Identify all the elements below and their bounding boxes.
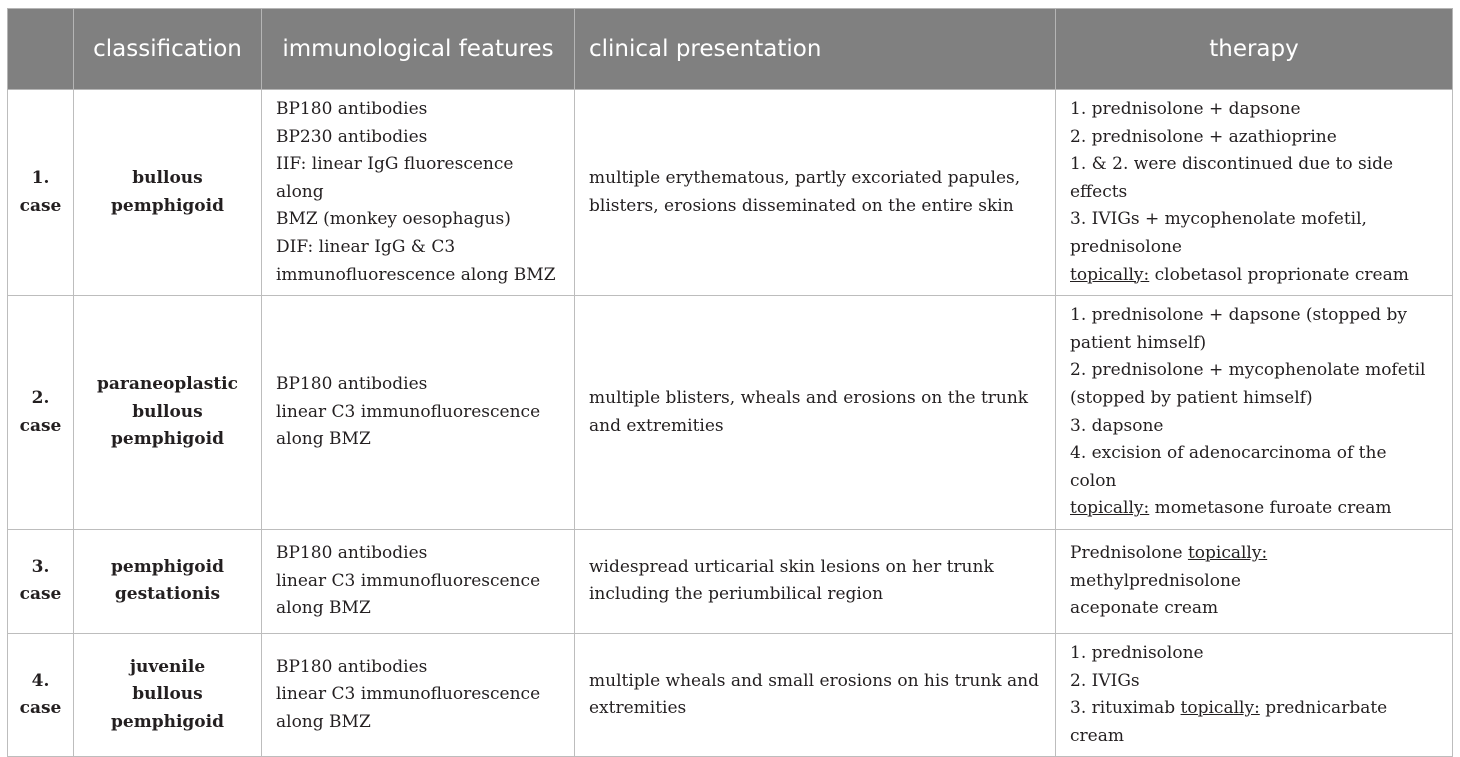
immunological-line: BP180 antibodies	[276, 374, 428, 395]
immunological-line: along BMZ	[276, 598, 371, 619]
topical-text: methylprednisolone	[1070, 543, 1273, 591]
clinical-cell	[575, 296, 1056, 530]
therapy-line: patient himself)	[1070, 332, 1207, 353]
immunological-cell	[262, 296, 575, 530]
classification-line: bullous	[132, 401, 203, 422]
therapy-cell	[1056, 90, 1453, 296]
table-row	[8, 90, 1453, 296]
classification-cell	[74, 633, 262, 756]
therapy-cell	[1056, 529, 1453, 633]
table-row	[8, 296, 1453, 530]
case-word: case	[19, 698, 62, 719]
clinical-cell	[575, 90, 1056, 296]
classification-line: pemphigoid	[111, 711, 224, 732]
topically-label: topically:	[1070, 264, 1150, 285]
classification-line: pemphigoid	[111, 195, 224, 216]
header-immunological-features: immunological features	[262, 9, 575, 90]
immunological-line: BP180 antibodies	[276, 543, 428, 564]
immunological-cell	[262, 90, 575, 296]
therapy-line: 1. & 2. were discontinued due to side effects	[1070, 154, 1399, 202]
classification-cell	[74, 90, 262, 296]
header-clinical-presentation: clinical presentation	[575, 9, 1056, 90]
therapy-topical-line	[1070, 695, 1438, 750]
classification-line: juvenile	[129, 656, 206, 677]
classification-line: pemphigoid	[111, 556, 224, 577]
therapy-line: 1. prednisolone + dapsone	[1070, 99, 1301, 119]
topically-label: topically:	[1070, 498, 1150, 519]
header-row	[8, 9, 1453, 90]
classification-line: bullous	[132, 167, 203, 188]
clinical-line: multiple blisters, wheals and erosions on the trunk	[589, 387, 1029, 408]
therapy-line: prednisolone	[1070, 236, 1182, 257]
header-case	[8, 9, 74, 90]
immunological-line: DIF: linear IgG & C3	[276, 236, 456, 257]
immunological-line: along BMZ	[276, 711, 371, 732]
therapy-line: 3. IVIGs + mycophenolate mofetil,	[1070, 209, 1367, 230]
case-number: 3.	[31, 556, 50, 577]
case-number-cell	[8, 296, 74, 530]
immunological-line: linear C3 immunofluorescence	[276, 401, 541, 422]
classification-line: bullous	[132, 684, 203, 705]
immunological-cell	[262, 633, 575, 756]
therapy-line: 1. prednisolone	[1070, 642, 1204, 663]
case-number: 1.	[31, 167, 50, 188]
case-number-cell	[8, 90, 74, 296]
therapy-topical-line	[1070, 262, 1438, 290]
immunological-line: linear C3 immunofluorescence	[276, 684, 541, 705]
classification-cell	[74, 529, 262, 633]
therapy-prefix: 3. rituximab	[1070, 698, 1181, 719]
case-word: case	[19, 195, 62, 216]
therapy-line: aceponate cream	[1070, 598, 1219, 619]
therapy-topical-line	[1070, 540, 1438, 595]
therapy-line: 3. dapsone	[1070, 415, 1164, 436]
therapy-line: 2. prednisolone + azathioprine	[1070, 126, 1337, 147]
therapy-line: (stopped by patient himself)	[1070, 387, 1313, 408]
therapy-prefix: Prednisolone	[1070, 543, 1188, 564]
therapy-line: 4. excision of adenocarcinoma of the colon	[1070, 443, 1392, 491]
therapy-line: 1. prednisolone + dapsone (stopped by	[1070, 305, 1407, 326]
header-therapy: therapy	[1056, 9, 1453, 90]
classification-cell	[74, 296, 262, 530]
case-table	[7, 8, 1453, 757]
therapy-cell	[1056, 296, 1453, 530]
clinical-cell	[575, 529, 1056, 633]
immunological-line: BMZ (monkey oesophagus)	[276, 209, 511, 230]
immunological-line: BP180 antibodies	[276, 656, 428, 677]
clinical-line: blisters, erosions disseminated on the entire skin	[589, 195, 1014, 216]
table-row	[8, 633, 1453, 756]
case-number-cell	[8, 529, 74, 633]
therapy-topical-line	[1070, 495, 1438, 523]
case-word: case	[19, 584, 62, 605]
topical-text: clobetasol proprionate cream	[1149, 264, 1409, 285]
therapy-line: 2. prednisolone + mycophenolate mofetil	[1070, 360, 1426, 381]
case-number: 2.	[31, 387, 50, 408]
clinical-line: multiple erythematous, partly excoriated papules,	[589, 167, 1021, 188]
case-word: case	[19, 415, 62, 436]
header-classification: classification	[74, 9, 262, 90]
immunological-line: IIF: linear IgG fluorescence along	[276, 154, 519, 202]
immunological-line: BP230 antibodies	[276, 126, 428, 147]
immunological-line: immunofluorescence along BMZ	[276, 264, 556, 285]
clinical-line: multiple wheals and small erosions on his trunk and	[589, 670, 1039, 691]
topically-label: topically:	[1187, 543, 1268, 564]
topical-text: mometasone furoate cream	[1149, 498, 1392, 519]
immunological-cell	[262, 529, 575, 633]
topically-label: topically:	[1180, 698, 1260, 719]
case-number-cell	[8, 633, 74, 756]
topical-text: prednicarbate cream	[1070, 698, 1393, 746]
clinical-line: widespread urticarial skin lesions on her trunk	[589, 556, 994, 577]
clinical-cell	[575, 633, 1056, 756]
table-row	[8, 529, 1453, 633]
case-number: 4.	[31, 670, 50, 691]
immunological-line: along BMZ	[276, 429, 371, 450]
therapy-cell	[1056, 633, 1453, 756]
immunological-line: linear C3 immunofluorescence	[276, 570, 541, 591]
clinical-line: and extremities	[589, 415, 724, 436]
clinical-line: extremities	[589, 698, 687, 719]
classification-line: pemphigoid	[111, 429, 224, 450]
clinical-line: including the periumbilical region	[589, 584, 884, 605]
classification-line: gestationis	[114, 584, 221, 605]
classification-line: paraneoplastic	[97, 374, 238, 395]
immunological-line: BP180 antibodies	[276, 99, 428, 119]
therapy-line: 2. IVIGs	[1070, 670, 1140, 691]
